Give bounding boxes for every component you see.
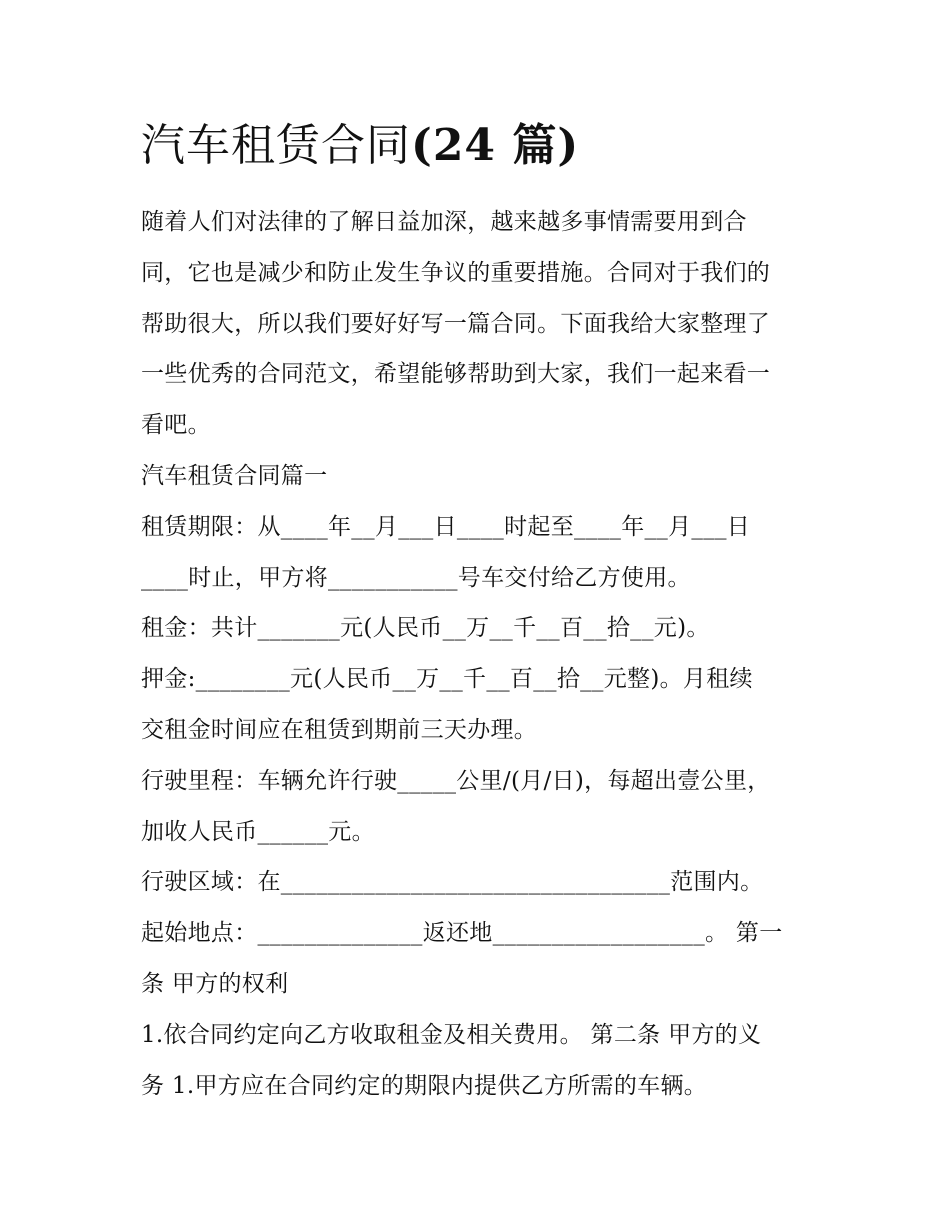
section-heading: 汽车租赁合同篇一 xyxy=(141,462,328,489)
paragraph-line: 同，它也是减少和防止发生争议的重要措施。合同对于我们的 xyxy=(141,259,771,286)
paragraph-line: 租金：共计_______元(人民币__万__千__百__拾__元)。 xyxy=(141,615,710,642)
document-body xyxy=(141,197,813,1111)
paragraph-line: 一些优秀的合同范文，希望能够帮助到大家，我们一起来看一 xyxy=(141,361,771,388)
paragraph-line: 加收人民币______元。 xyxy=(141,818,375,845)
paragraph-line: 押金:________元(人民币__万__千__百__拾__元整)。月租续 xyxy=(141,666,753,693)
paragraph-line: 行驶里程：车辆允许行驶_____公里/(月/日)，每超出壹公里， xyxy=(141,767,771,794)
paragraph-line: 租赁期限：从____年__月___日____时起至____年__月___日 xyxy=(141,513,751,540)
title-count: (24 篇) xyxy=(411,120,580,171)
paragraph-line: 1.依合同约定向乙方收取租金及相关费用。 第二条 甲方的义 xyxy=(141,1021,762,1048)
paragraph-line: ____时止，甲方将___________号车交付给乙方使用。 xyxy=(141,564,691,591)
paragraph-line: 帮助很大，所以我们要好好写一篇合同。下面我给大家整理了 xyxy=(141,310,771,337)
document-title xyxy=(141,116,579,176)
title-main: 汽车租赁合同 xyxy=(141,120,411,171)
paragraph-line: 行驶区域：在_________________________________范围内。 xyxy=(141,869,764,896)
paragraph-line: 交租金时间应在租赁到期前三天办理。 xyxy=(141,716,538,743)
paragraph-line: 起始地点：______________返还地__________________。 第一 xyxy=(141,920,783,947)
paragraph-line: 看吧。 xyxy=(141,412,211,439)
paragraph-line: 务 1.甲方应在合同约定的期限内提供乙方所需的车辆。 xyxy=(141,1072,708,1099)
paragraph-line: 条 甲方的权利 xyxy=(141,970,289,997)
paragraph-line: 随着人们对法律的了解日益加深，越来越多事情需要用到合 xyxy=(141,209,747,235)
